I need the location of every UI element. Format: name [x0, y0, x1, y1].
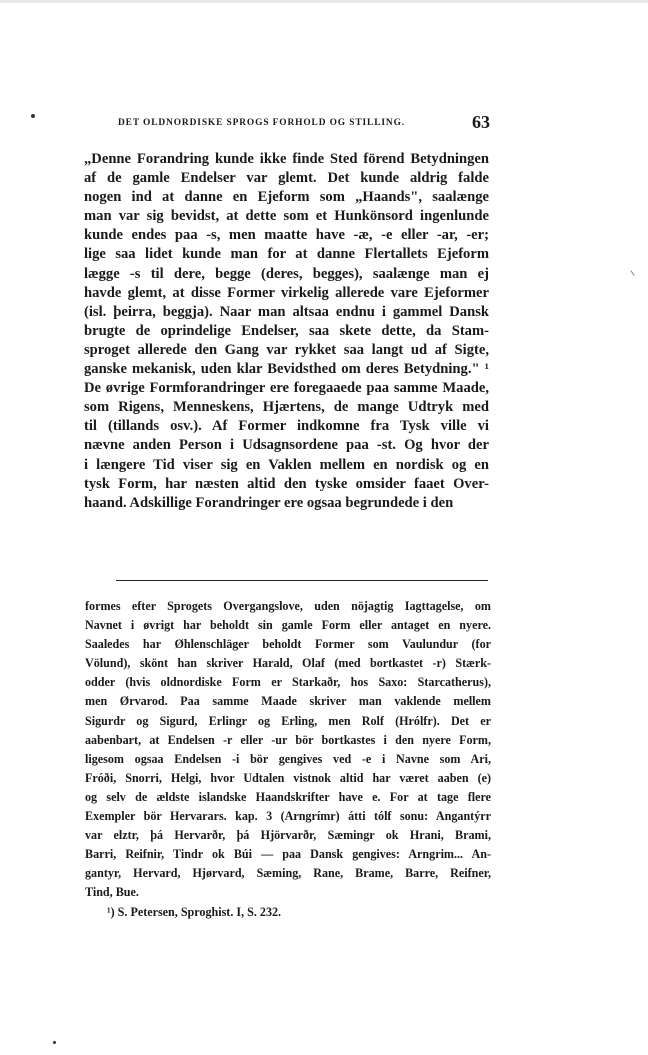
text-line: brugte de oprindelige Endelser, saa skete dette, da Stam-	[84, 322, 489, 339]
margin-dot	[53, 1041, 56, 1044]
footnote-line: Barri, Reifnir, Tindr ok Búi — paa Dansk gengives: Arngrim... An-	[85, 847, 491, 862]
footnote-line: formes efter Sprogets Overgangslove, uden nöjagtig Iagttagelse, om	[85, 599, 491, 613]
text-line: „Denne Forandring kunde ikke finde Sted förend Betydningen	[84, 151, 489, 167]
footnote-line: men Ørvarod. Paa samme Maade skriver man vaklende mellem	[85, 694, 491, 709]
footnote-line: og selv de ældste islandske Haandskrifter have e. For at tage flere	[85, 789, 491, 804]
text-line: haand. Adskillige Forandringer ere ogsaa begrundede i den	[84, 494, 454, 511]
footnotes	[85, 597, 491, 922]
text-line: (isl. þeirra, beggja). Naar man altsaa endnu i gammel Dansk	[84, 303, 489, 320]
footnote-line: gantyr, Hervard, Hjørvard, Sæming, Rane, Brame, Barre, Reifner,	[85, 866, 491, 881]
text-line: til (tillands osv.). Af Former indkomne fra Tysk ville vi	[84, 418, 489, 435]
text-line: tysk Form, har næsten altid den tyske omsider faaet Over-	[84, 475, 489, 492]
text-line: som Rigens, Menneskens, Hjærtens, de mange Udtryk med	[84, 399, 489, 416]
text-line: De øvrige Formforandringer ere foregaaede paa samme Maade,	[84, 380, 489, 397]
footnote-line: Sigurdr og Sigurd, Erlingr og Erling, men Rolf (Hrólfr). Det er	[85, 713, 491, 728]
text-line: i længere Tid viser sig en Vaklen mellem en nordisk og en	[84, 456, 489, 473]
text-line: sproget allerede den Gang var rykket saa langt ud af Sigte,	[84, 341, 489, 358]
body-text	[84, 150, 489, 513]
scan-edge	[0, 0, 648, 3]
text-line: lige saa lidet kunde man for at danne Flertallets Ejeform	[84, 246, 489, 263]
footnote-reference: ¹) S. Petersen, Sproghist. I, S. 232.	[107, 904, 282, 919]
footnote-line: odder (hvis oldnordiske Form er Starkaðr, hos Saxo: Starcatherus),	[85, 675, 491, 690]
footnote-line: Saaledes har Øhlenschläger beholdt Former som Vaulundur (for	[85, 637, 491, 652]
text-line: nogen ind at danne en Ejeform som „Haands", saalænge	[84, 189, 489, 206]
running-head: DET OLDNORDISKE SPROGS FORHOLD OG STILLING.	[118, 118, 406, 128]
footnote-rule	[116, 580, 488, 581]
text-line: nævne anden Person i Udsagnsordene paa -st. Og hvor der	[84, 437, 489, 454]
page-header	[118, 112, 490, 138]
footnote-line: Tind, Bue.	[85, 885, 139, 900]
footnote-line: var elztr, þá Hervarðr, þá Hjörvarðr, Sæmingr ok Hrani, Brami,	[85, 828, 491, 843]
text-line: af de gamle Endelser var glemt. Det kunde aldrig falde	[84, 170, 489, 187]
footnote-line: Fróði, Snorri, Helgi, hvor Udtalen vistnok altid har været aaben (e)	[85, 770, 491, 785]
margin-tick	[630, 270, 634, 275]
text-line: havde glemt, at disse Former virkelig allerede vare Ejeformer	[84, 284, 489, 301]
page-number: 63	[472, 112, 490, 132]
text-line: kunde endes paa -s, men maatte have -æ, -e eller -ar, -er;	[84, 227, 489, 244]
footnote-line: Völund), skönt han skriver Harald, Olaf (med bortkastet -r) Stærk-	[85, 656, 491, 671]
text-line: ganske mekanisk, uden klar Bevidsthed om deres Betydning." ¹	[84, 361, 489, 378]
text-line: lægge -s til dere, begge (deres, begges), saalænge man ej	[84, 265, 489, 282]
footnote-line: Exempler bör Hervarars. kap. 3 (Arngrímr) átti tólf sonu: Angantýrr	[85, 809, 491, 824]
margin-dot	[31, 114, 35, 118]
footnote-line: aabenbart, at Endelsen -r eller -ur bör bortkastes i den nyere Form,	[85, 732, 491, 747]
footnote-line: ligesom ogsaa Endelsen -i bör gengives ved -e i Navne som Ari,	[85, 751, 491, 766]
text-line: man var sig bevidst, at dette som et Hunkönsord ingenlunde	[84, 208, 489, 225]
footnote-line: Navnet i øvrigt har beholdt sin gamle Form eller antaget en nyere.	[85, 618, 491, 633]
